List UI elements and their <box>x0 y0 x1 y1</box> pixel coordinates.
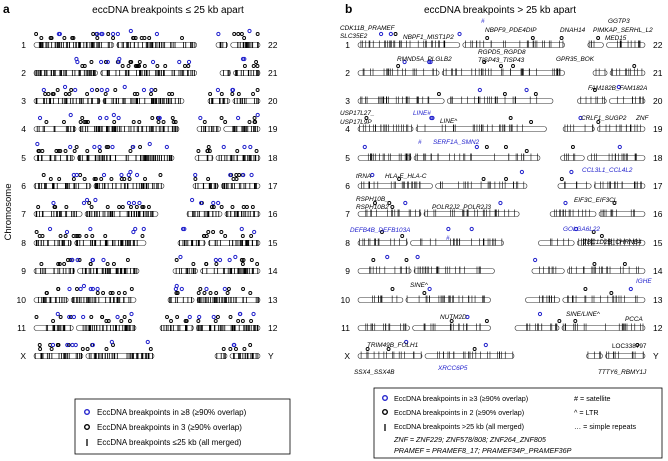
b-chromosome-10 <box>358 287 491 302</box>
annot-usp17l27: USP17L27_ <box>340 110 375 117</box>
a-chrom-label-14: 14 <box>268 266 278 276</box>
a-chrom-label-Y: Y <box>268 351 274 361</box>
annot-eif3c: EIF3C_EIF3CL <box>574 197 618 204</box>
a-chromosome-20 <box>208 88 260 104</box>
annot-polr2j2: POLR2J2_POLR2J3 <box>432 204 491 211</box>
a-chromosome-15 <box>178 227 260 246</box>
annot-sine: SINE^ <box>410 282 428 289</box>
annot-xrcc6p5: XRCC6P5 <box>438 365 468 372</box>
b-chrom-label-15: 15 <box>653 238 663 248</box>
b-chromosome-5 <box>358 145 540 160</box>
a-chrom-label-20: 20 <box>268 96 278 106</box>
b-chromosome-3 <box>358 88 553 103</box>
legend-b-footnote-znf: ZNF = ZNF229; ZNF578/808; ZNF264_ZNF805 <box>394 435 546 444</box>
b-chrom-label-10: 10 <box>340 295 350 305</box>
panel-a <box>3 2 278 361</box>
a-chrom-label-5: 5 <box>21 153 26 163</box>
a-chromosome-14 <box>173 255 260 274</box>
annot-hash-satellite-1: # <box>481 18 485 25</box>
annot-trim49b: TRIM49B_FOLH1 <box>367 342 419 349</box>
b-chrom-label-7: 7 <box>345 209 350 219</box>
a-chromosome-2 <box>34 57 197 76</box>
a-chromosome-13 <box>168 284 260 303</box>
legend-b-note-2: ^ = LTR <box>574 408 599 417</box>
legend-a-item-1: EccDNA breakpoints in ≥8 (≥90% overlap) <box>97 408 247 417</box>
legend-panel-a <box>75 399 290 454</box>
b-chromosome-1 <box>358 32 565 47</box>
annot-ighe: IGHE <box>636 278 652 285</box>
a-chromosome-21 <box>220 57 260 76</box>
a-chromosome-Y <box>215 343 260 359</box>
b-chrom-label-3: 3 <box>345 96 350 106</box>
annot-serf1a: SERF1A_SMN2 <box>433 139 480 146</box>
b-chrom-label-1: 1 <box>345 40 350 50</box>
a-chromosome-7 <box>34 198 158 217</box>
a-chromosome-4 <box>34 113 179 132</box>
b-chrom-label-18: 18 <box>653 153 663 163</box>
legend-b-item-3: EccDNA breakpoints >25 kb (all merged) <box>394 422 525 431</box>
legend-b-note-3: … = simple repeats <box>574 422 637 431</box>
a-chrom-label-X: X <box>20 351 26 361</box>
a-chromosome-5 <box>34 142 174 161</box>
a-chrom-label-7: 7 <box>21 209 26 219</box>
b-chrom-label-12: 12 <box>653 323 663 333</box>
b-chrom-label-19: 19 <box>653 124 663 134</box>
b-chromosome-18 <box>561 145 646 160</box>
annot-ssx4: SSX4_SSX4B <box>354 369 395 376</box>
a-chrom-label-17: 17 <box>268 181 278 191</box>
annot-rsph10b2: RSPH10B2 <box>356 204 389 211</box>
a-chrom-label-6: 6 <box>21 181 26 191</box>
a-chrom-label-8: 8 <box>21 238 26 248</box>
b-chromosome-9 <box>358 255 495 273</box>
annot-tbc1d2b: TBC1D2B_CHRNB4 <box>583 239 642 246</box>
panel-a-title: eccDNA breakpoints ≤ 25 kb apart <box>92 5 244 16</box>
annot-loc338797: LOC338797 <box>612 343 647 350</box>
b-chrom-label-11: 11 <box>341 323 350 333</box>
b-chrom-label-20: 20 <box>653 96 663 106</box>
a-chrom-label-16: 16 <box>268 209 278 219</box>
a-chrom-label-22: 22 <box>268 40 278 50</box>
b-chromosome-6 <box>358 170 527 188</box>
a-chrom-label-19: 19 <box>268 124 278 134</box>
y-axis-label: Chromosome <box>3 183 14 241</box>
legend-a-item-3: EccDNA breakpoints ≤25 kb (all merged) <box>97 438 242 447</box>
annot-slc35e2: SLC35E2 <box>340 33 368 40</box>
b-chromosome-14 <box>532 258 645 273</box>
a-chromosome-3 <box>34 85 184 104</box>
a-chromosome-9 <box>34 258 139 274</box>
a-chromosome-19 <box>197 113 260 132</box>
b-chrom-label-22: 22 <box>653 40 663 50</box>
annot-golga6l22: GOLGA6L22 <box>563 226 600 233</box>
a-chromosome-X <box>34 340 154 359</box>
annot-rgpd5: RGPD5_RGPD8 <box>478 49 526 56</box>
legend-b-note-1: # = satellite <box>574 394 611 403</box>
a-chrom-label-13: 13 <box>268 295 278 305</box>
annot-line-ltr: LINE^ <box>440 118 458 125</box>
annot-nbpf1: NBPF1_MIST1P2 <box>403 34 454 41</box>
b-chrom-label-5: 5 <box>345 153 350 163</box>
b-chromosome-11 <box>358 315 491 330</box>
annot-cdk11b: CDK11B_PRAMEF <box>340 25 395 32</box>
a-chromosome-10 <box>34 284 136 303</box>
a-chrom-label-15: 15 <box>268 238 278 248</box>
a-chromosome-1 <box>34 29 197 48</box>
a-chrom-label-12: 12 <box>268 323 278 333</box>
legend-b-footnote-pramef: PRAMEF = PRAMEF8_17; PRAMEF34P_PRAMEF36P <box>394 446 572 455</box>
a-chromosome-17 <box>193 173 260 189</box>
a-chrom-label-4: 4 <box>21 124 26 134</box>
annot-trna: tRNA <box>356 173 372 180</box>
panel-a-chromosomes <box>17 29 278 361</box>
annot-pimkap: PIMKAP_SERHL_L2 <box>593 27 653 34</box>
b-chrom-label-13: 13 <box>653 295 663 305</box>
a-chromosome-22 <box>216 29 260 48</box>
a-chromosome-18 <box>195 145 260 161</box>
a-chromosome-16 <box>187 198 260 217</box>
annot-crlf1: CRLF1_SUGP2 <box>581 115 627 122</box>
annot-hash-satellite-5: # <box>418 139 422 146</box>
annot-znf: ZNF <box>636 115 649 122</box>
annot-rsph10b: RSPH10B_ <box>356 196 389 203</box>
a-chrom-label-11: 11 <box>17 323 26 333</box>
annot-line-satellite: LINE# <box>413 110 431 117</box>
b-chrom-label-6: 6 <box>345 181 350 191</box>
legend-a-item-2: EccDNA breakpoints in 3 (≥90% overlap) <box>97 423 242 432</box>
annot-usp17l9p: USP17L9P <box>340 119 372 126</box>
annot-ccl3l1: CCL3L1_CCL4L2 <box>582 167 633 174</box>
b-chrom-label-21: 21 <box>653 68 663 78</box>
panel-b-letter: b <box>345 2 353 16</box>
b-chromosome-21 <box>593 65 645 76</box>
legend-b-item-1: EccDNA breakpoints in ≥3 (≥90% overlap) <box>394 394 529 403</box>
panel-a-letter: a <box>3 2 10 16</box>
a-chrom-label-10: 10 <box>16 295 26 305</box>
a-chrom-label-9: 9 <box>21 266 26 276</box>
annot-pcca: PCCA <box>625 316 643 323</box>
a-chromosome-12 <box>160 312 260 331</box>
annot-nbpf9: NBPF9_PDE4DIP <box>485 27 537 34</box>
panel-b-title: eccDNA breakpoints > 25 kb apart <box>423 5 577 16</box>
a-chrom-label-18: 18 <box>268 153 278 163</box>
b-chrom-label-2: 2 <box>345 68 350 78</box>
b-chrom-label-16: 16 <box>653 209 663 219</box>
a-chrom-label-21: 21 <box>268 68 278 78</box>
a-chrom-label-1: 1 <box>21 40 26 50</box>
annot-defb4b: DEFB4B_DEFB103A <box>350 227 411 234</box>
b-chrom-label-X: X <box>344 351 350 361</box>
annot-gpr35: GPR35_BOK <box>556 56 595 63</box>
annot-hash-satellite-7: # <box>446 235 450 242</box>
b-chrom-label-Y: Y <box>653 351 659 361</box>
annot-ggtp3: GGTP3 <box>608 18 630 25</box>
annot-dnah14: DNAH14 <box>560 27 586 34</box>
annot-sine-line: SINE/LINE^ <box>566 311 600 318</box>
b-chrom-label-17: 17 <box>653 181 663 191</box>
annot-hlae: HLA-E_HLA-C <box>385 173 427 180</box>
legend-b-item-2: EccDNA breakpoints in 2 (≥90% overlap) <box>394 408 525 417</box>
annot-med15: MED15 <box>605 35 627 42</box>
annot-fam182b: FAM182B_FAM182A <box>588 85 648 92</box>
annot-nutm2d: NUTM2D <box>440 314 467 321</box>
b-chromosome-13 <box>525 287 645 302</box>
annot-tisp43: TISP43_TISP43 <box>478 57 525 64</box>
b-chrom-label-4: 4 <box>345 124 350 134</box>
b-chromosome-2 <box>358 60 565 75</box>
a-chromosome-6 <box>34 170 164 189</box>
annot-tttye: TTTY6_RBMY1J <box>598 369 647 376</box>
panel-b <box>340 2 663 376</box>
b-chrom-label-9: 9 <box>345 266 350 276</box>
annot-rmnd5a: RMND5A_PLGLB2 <box>397 56 452 63</box>
legend-panel-b <box>374 388 662 458</box>
a-chrom-label-2: 2 <box>21 68 26 78</box>
a-chromosome-11 <box>34 312 136 331</box>
b-chrom-label-14: 14 <box>653 266 663 276</box>
b-chrom-label-8: 8 <box>345 238 350 248</box>
a-chrom-label-3: 3 <box>21 96 26 106</box>
a-chromosome-8 <box>34 227 146 246</box>
